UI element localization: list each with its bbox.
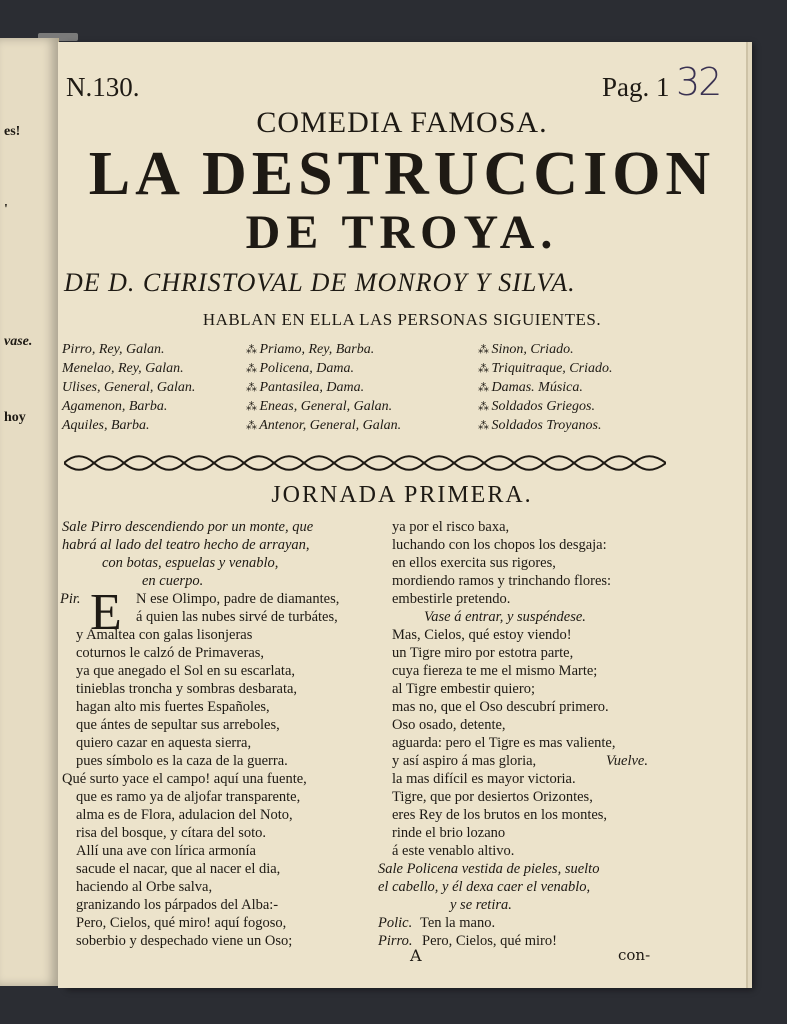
verse-line: la mas difícil es mayor victoria. xyxy=(392,771,576,787)
verse-line: Oso osado, detente, xyxy=(392,717,506,733)
cast-name: Triquitraque, Criado. xyxy=(491,361,613,376)
cast-entry xyxy=(478,361,612,377)
verse-line: pues símbolo es la caza de la guerra. xyxy=(76,753,288,769)
stage-direction: Sale Pirro descendiendo por un monte, que xyxy=(62,519,314,535)
left-page-edge xyxy=(0,38,59,986)
verse-line: tinieblas troncha y sombras desbarata, xyxy=(76,681,298,697)
cast-name: Pantasilea, Dama. xyxy=(259,380,365,395)
cast-name: Agamenon, Barba. xyxy=(62,399,168,414)
cast-name: Antenor, General, Galan. xyxy=(259,418,402,433)
signature-mark: A xyxy=(410,946,422,965)
left-fragment: ' xyxy=(4,202,8,217)
document-page xyxy=(58,42,746,988)
verse-line: coturnos le calzó de Primaveras, xyxy=(76,645,265,661)
verse-line: rinde el brio lozano xyxy=(392,825,506,841)
asterism-icon: ⁂ xyxy=(478,363,488,375)
cast-entry xyxy=(478,399,595,415)
cast-name: Policena, Dama. xyxy=(259,361,354,376)
cast-entry xyxy=(478,380,583,396)
asterism-icon: ⁂ xyxy=(478,344,488,356)
cast-name: Ulises, General, Galan. xyxy=(62,380,196,395)
stage-direction: Pirro. xyxy=(378,933,413,949)
asterism-icon: ⁂ xyxy=(478,382,488,394)
verse-line: y Amaltea con galas lisonjeras xyxy=(76,627,253,643)
asterism-icon: ⁂ xyxy=(246,363,256,375)
stage-direction: y se retira. xyxy=(450,897,512,913)
stage-direction: Polic. xyxy=(378,915,413,931)
verse-line: que ántes de sepultar sus arreboles, xyxy=(76,717,280,733)
cast-entry xyxy=(246,380,364,396)
verse-line: soberbio y despechado viene un Oso; xyxy=(76,933,293,949)
cast-entry xyxy=(246,361,354,377)
ornament-divider xyxy=(64,452,666,474)
stage-direction: Sale Policena vestida de pieles, suelto xyxy=(378,861,600,877)
verse-line: N ese Olimpo, padre de diamantes, xyxy=(136,591,340,607)
cast-name: Pirro, Rey, Galan. xyxy=(62,342,165,357)
verse-line: alma es de Flora, adulacion del Noto, xyxy=(76,807,293,823)
verse-line: risa del bosque, y cítara del soto. xyxy=(76,825,267,841)
cast-entry xyxy=(246,342,374,358)
verse-line: mas no, que el Oso descubrí primero. xyxy=(392,699,609,715)
verse-line: en ellos exercita sus rigores, xyxy=(392,555,556,571)
verse-line: Tigre, que por desiertos Orizontes, xyxy=(392,789,593,805)
cast-name: Sinon, Criado. xyxy=(491,342,574,357)
left-fragment: vase. xyxy=(4,334,33,349)
cast-name: Soldados Griegos. xyxy=(491,399,595,414)
left-fragment: hoy xyxy=(4,410,26,425)
verse-line: haciendo al Orbe salva, xyxy=(76,879,213,895)
comedia-number: N.130. xyxy=(66,72,140,102)
verse-line: Pero, Cielos, qué miro! aquí fogoso, xyxy=(76,915,287,931)
act-heading: JORNADA PRIMERA. xyxy=(271,482,533,508)
verse-line: quiero cazar en aquesta sierra, xyxy=(76,735,252,751)
cast-entry xyxy=(62,361,184,377)
verse-line: Ten la mano. xyxy=(420,915,496,931)
comedia-label: COMEDIA FAMOSA. xyxy=(256,106,548,139)
cast-name: Priamo, Rey, Barba. xyxy=(259,342,375,357)
title-line-1: LA DESTRUCCION xyxy=(88,140,716,208)
cast-name: Menelao, Rey, Galan. xyxy=(62,361,184,376)
verse-line: un Tigre miro por estotra parte, xyxy=(392,645,574,661)
catchword: con- xyxy=(618,946,651,964)
stage-direction: con botas, espuelas y venablo, xyxy=(102,555,279,571)
verse-line: embestirle pretendo. xyxy=(392,591,511,607)
title-line-2: DE TROYA. xyxy=(245,206,559,259)
verse-line: granizando los párpados del Alba:- xyxy=(76,897,279,913)
verse-line: ya por el risco baxa, xyxy=(392,519,510,535)
verse-line: Mas, Cielos, qué estoy viendo! xyxy=(392,627,572,643)
cast-entry xyxy=(62,418,150,434)
cast-entry xyxy=(478,418,601,434)
page-number: Pag. 1 xyxy=(602,72,670,102)
stage-direction: el cabello, y él dexa caer el venablo, xyxy=(378,879,591,895)
asterism-icon: ⁂ xyxy=(246,344,256,356)
verse-line: Allí una ave con lírica armonía xyxy=(76,843,256,859)
verse-line: á este venablo altivo. xyxy=(392,843,515,859)
stage-direction: habrá al lado del teatro hecho de arrayan, xyxy=(62,537,310,553)
cast-entry xyxy=(246,418,401,434)
verse-line: Pero, Cielos, qué miro! xyxy=(422,933,557,949)
author-line: DE D. CHRISTOVAL DE MONROY Y SILVA. xyxy=(64,268,576,297)
cast-entry xyxy=(62,399,167,415)
verse-line: luchando con los chopos los desgaja: xyxy=(392,537,607,553)
verse-line: que es ramo ya de aljofar transparente, xyxy=(76,789,301,805)
drop-cap: E xyxy=(90,584,122,641)
cast-entry xyxy=(478,342,574,358)
dramatis-heading: HABLAN EN ELLA LAS PERSONAS SIGUIENTES. xyxy=(202,310,602,329)
cast-entry xyxy=(62,380,195,396)
cast-entry xyxy=(246,399,392,415)
asterism-icon: ⁂ xyxy=(246,420,256,432)
verse-line: ya que anegado el Sol en su escarlata, xyxy=(76,663,296,679)
verse-line: y así aspiro á mas gloria, xyxy=(392,753,537,769)
verse-line: cuya fiereza te me el mismo Marte; xyxy=(392,663,598,679)
verse-line: sacude el nacar, que al nacer el dia, xyxy=(76,861,281,877)
cast-name: Eneas, General, Galan. xyxy=(259,399,393,414)
verse-line: hagan alto mis fuertes Españoles, xyxy=(76,699,270,715)
cast-name: Damas. Música. xyxy=(491,380,583,395)
verse-line: al Tigre embestir quiero; xyxy=(392,681,535,697)
stage-direction: Pir. xyxy=(60,591,81,607)
verse-line: mordiendo ramos y trinchando flores: xyxy=(392,573,612,589)
verse-line: aguarda: pero el Tigre es mas valiente, xyxy=(392,735,616,751)
asterism-icon: ⁂ xyxy=(246,401,256,413)
handwritten-number: 32 xyxy=(676,60,721,104)
asterism-icon: ⁂ xyxy=(478,401,488,413)
verse-line: á quien las nubes sirvé de turbátes, xyxy=(136,609,338,625)
stage-direction: Vuelve. xyxy=(606,753,648,769)
stage-direction: Vase á entrar, y suspéndese. xyxy=(424,609,586,625)
cast-name: Aquiles, Barba. xyxy=(62,418,150,433)
verse-line: Qué surto yace el campo! aquí una fuente, xyxy=(62,771,307,787)
verse-line: eres Rey de los brutos en los montes, xyxy=(392,807,608,823)
asterism-icon: ⁂ xyxy=(246,382,256,394)
stage-direction: en cuerpo. xyxy=(142,573,204,589)
cast-entry xyxy=(62,342,165,358)
left-fragment: es! xyxy=(4,124,21,139)
asterism-icon: ⁂ xyxy=(478,420,488,432)
cast-name: Soldados Troyanos. xyxy=(491,418,602,433)
